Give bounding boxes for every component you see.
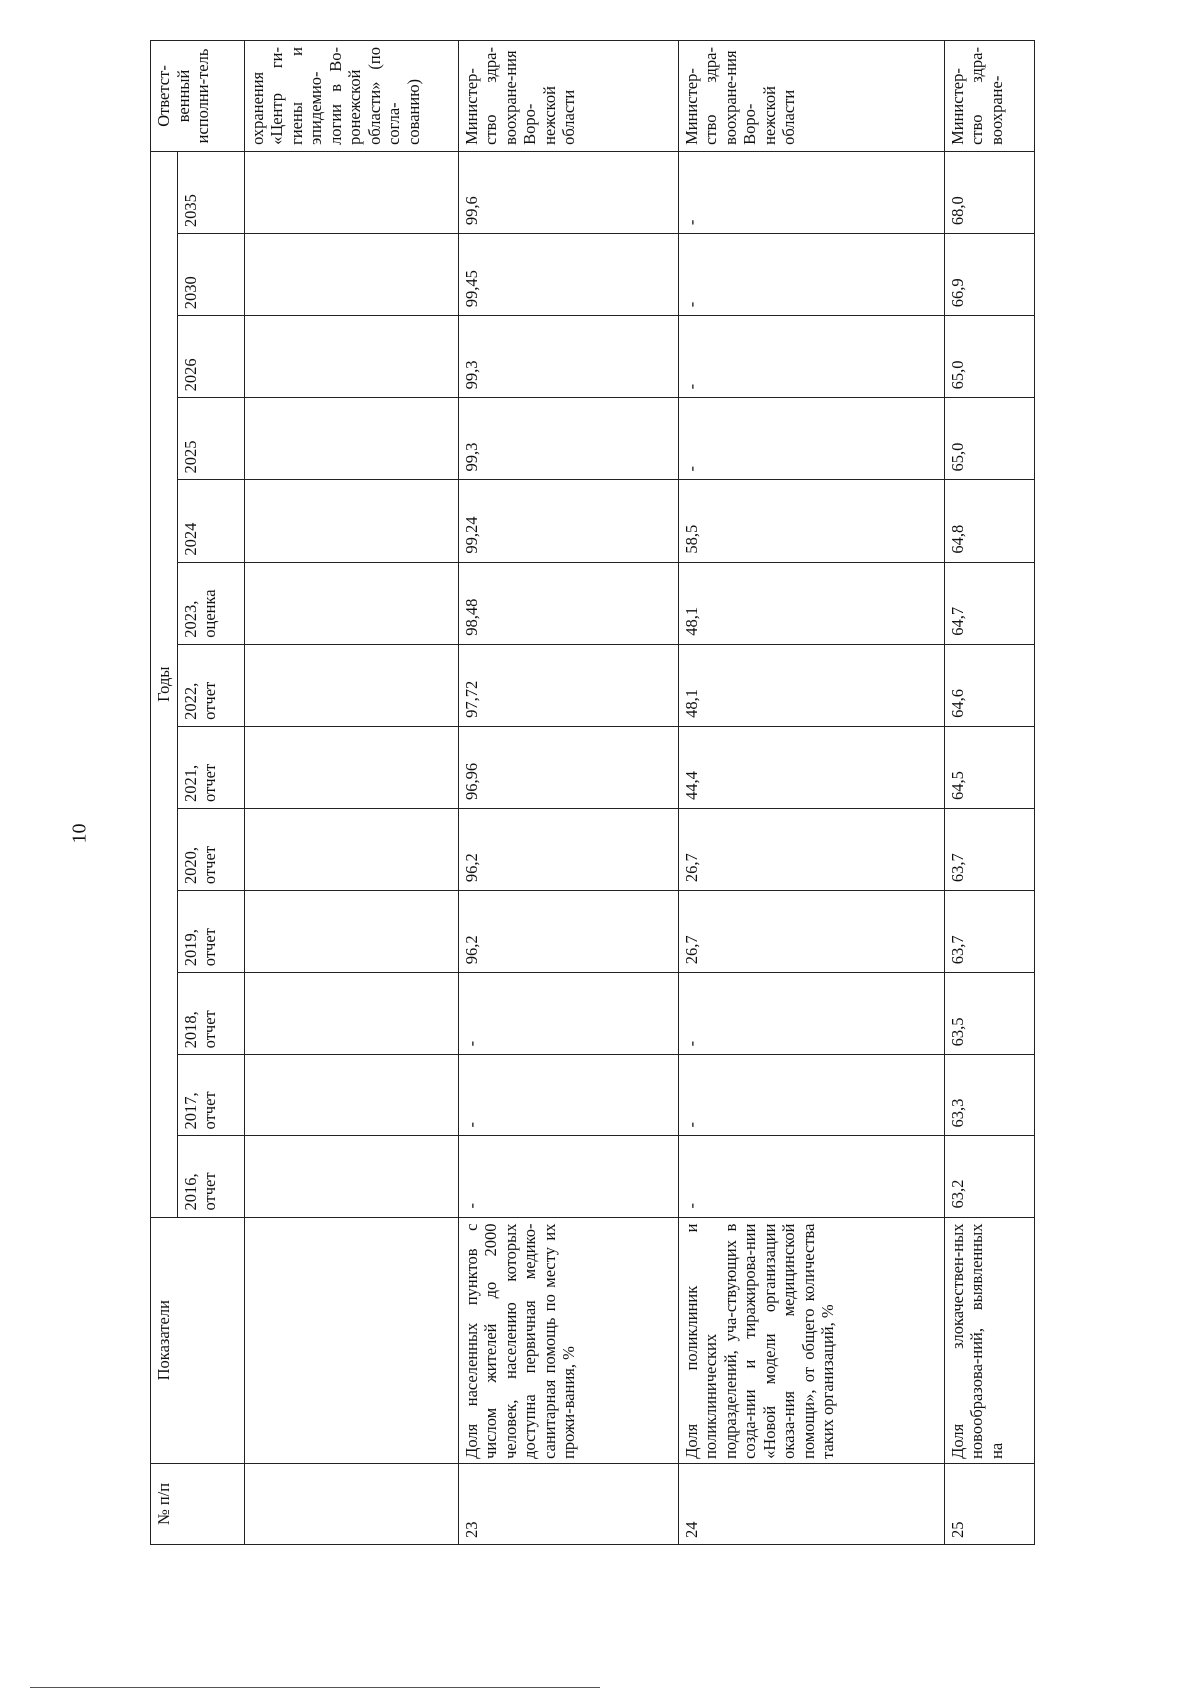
row-responsible: охранения «Центр ги-гиены и эпидемио-логии в Во-ронежской области» (по согла-сованию) — [244, 41, 458, 152]
row-value: - — [458, 1136, 678, 1217]
table-row — [244, 41, 458, 1545]
row-responsible: Министер-ство здра-воохране-ния Воро-нежской области — [678, 41, 944, 152]
header-indicator: Показатели — [151, 1217, 245, 1463]
header-responsible: Ответст-венный исполни-тель — [151, 41, 245, 152]
row-value — [244, 973, 458, 1055]
row-value: 98,48 — [458, 562, 678, 644]
row-value — [244, 891, 458, 973]
header-year: 2018, отчет — [177, 973, 244, 1055]
row-value: 63,2 — [944, 1136, 1034, 1217]
row-value: 26,7 — [678, 808, 944, 890]
row-value: - — [678, 1136, 944, 1217]
header-year: 2017, отчет — [177, 1055, 244, 1136]
row-value: - — [458, 1055, 678, 1136]
row-value — [244, 644, 458, 726]
row-value: 44,4 — [678, 726, 944, 808]
row-responsible: Министер-ство здра-воохране-ния Воро-нежской области — [458, 41, 678, 152]
header-year: 2016, отчет — [177, 1136, 244, 1217]
header-years-group: Годы — [151, 151, 178, 1217]
row-value — [244, 562, 458, 644]
row-value: 99,6 — [458, 151, 678, 233]
row-value: - — [678, 316, 944, 398]
row-value: 58,5 — [678, 480, 944, 562]
row-num — [244, 1463, 458, 1544]
row-value: - — [678, 1055, 944, 1136]
row-value: 64,6 — [944, 644, 1034, 726]
row-value: - — [678, 234, 944, 316]
table-row — [944, 41, 1034, 1545]
row-indicator — [244, 1217, 458, 1463]
row-value: 48,1 — [678, 644, 944, 726]
row-num: 24 — [678, 1463, 944, 1544]
header-year: 2024 — [177, 480, 244, 562]
rotated-table-container — [150, 40, 1095, 1545]
row-value: 64,7 — [944, 562, 1034, 644]
row-value — [244, 398, 458, 480]
page-number: 10 — [68, 823, 91, 844]
row-value — [244, 726, 458, 808]
row-value: 97,72 — [458, 644, 678, 726]
header-year: 2025 — [177, 398, 244, 480]
row-value: 48,1 — [678, 562, 944, 644]
row-value: - — [678, 973, 944, 1055]
header-num: № п/п — [151, 1463, 245, 1544]
row-value — [244, 151, 458, 233]
row-value — [244, 480, 458, 562]
row-value: 66,9 — [944, 234, 1034, 316]
row-value: 96,96 — [458, 726, 678, 808]
row-value: 68,0 — [944, 151, 1034, 233]
row-indicator: Доля населенных пунктов с числом жителей до 2000 человек, населению которых доступна первичная медико-санитарная помощь по месту их прожи-вания, % — [458, 1217, 678, 1463]
header-year: 2026 — [177, 316, 244, 398]
header-year: 2021, отчет — [177, 726, 244, 808]
header-year: 2035 — [177, 151, 244, 233]
row-value — [244, 808, 458, 890]
row-value: 63,3 — [944, 1055, 1034, 1136]
indicators-table — [150, 40, 1035, 1545]
row-value: 63,7 — [944, 808, 1034, 890]
row-value: 99,3 — [458, 316, 678, 398]
row-value: 63,7 — [944, 891, 1034, 973]
header-year: 2019, отчет — [177, 891, 244, 973]
footer-rule — [30, 1687, 600, 1688]
header-year: 2020, отчет — [177, 808, 244, 890]
row-value: 96,2 — [458, 891, 678, 973]
row-value — [244, 1136, 458, 1217]
row-value — [244, 1055, 458, 1136]
table-row — [458, 41, 678, 1545]
row-num: 23 — [458, 1463, 678, 1544]
row-value: - — [458, 973, 678, 1055]
table-row — [678, 41, 944, 1545]
row-value: 64,8 — [944, 480, 1034, 562]
row-value: 65,0 — [944, 316, 1034, 398]
row-responsible: Министер-ство здра-воохране- — [944, 41, 1034, 152]
header-year: 2030 — [177, 234, 244, 316]
row-value: - — [678, 398, 944, 480]
row-indicator: Доля поликлиник и поликлинических подразделений, уча-ствующих в созда-нии и тиражирова-нии «Новой модели организации оказа-ния медицинской помощи», от общего количества таких организаций, % — [678, 1217, 944, 1463]
row-value: - — [678, 151, 944, 233]
row-indicator: Доля злокачествен-ных новообразова-ний, выявленных на — [944, 1217, 1034, 1463]
row-num: 25 — [944, 1463, 1034, 1544]
row-value: 96,2 — [458, 808, 678, 890]
header-year: 2023, оценка — [177, 562, 244, 644]
row-value: 64,5 — [944, 726, 1034, 808]
row-value — [244, 316, 458, 398]
row-value: 99,3 — [458, 398, 678, 480]
header-year: 2022, отчет — [177, 644, 244, 726]
row-value: 65,0 — [944, 398, 1034, 480]
row-value: 63,5 — [944, 973, 1034, 1055]
row-value: 99,45 — [458, 234, 678, 316]
row-value: 99,24 — [458, 480, 678, 562]
row-value: 26,7 — [678, 891, 944, 973]
row-value — [244, 234, 458, 316]
